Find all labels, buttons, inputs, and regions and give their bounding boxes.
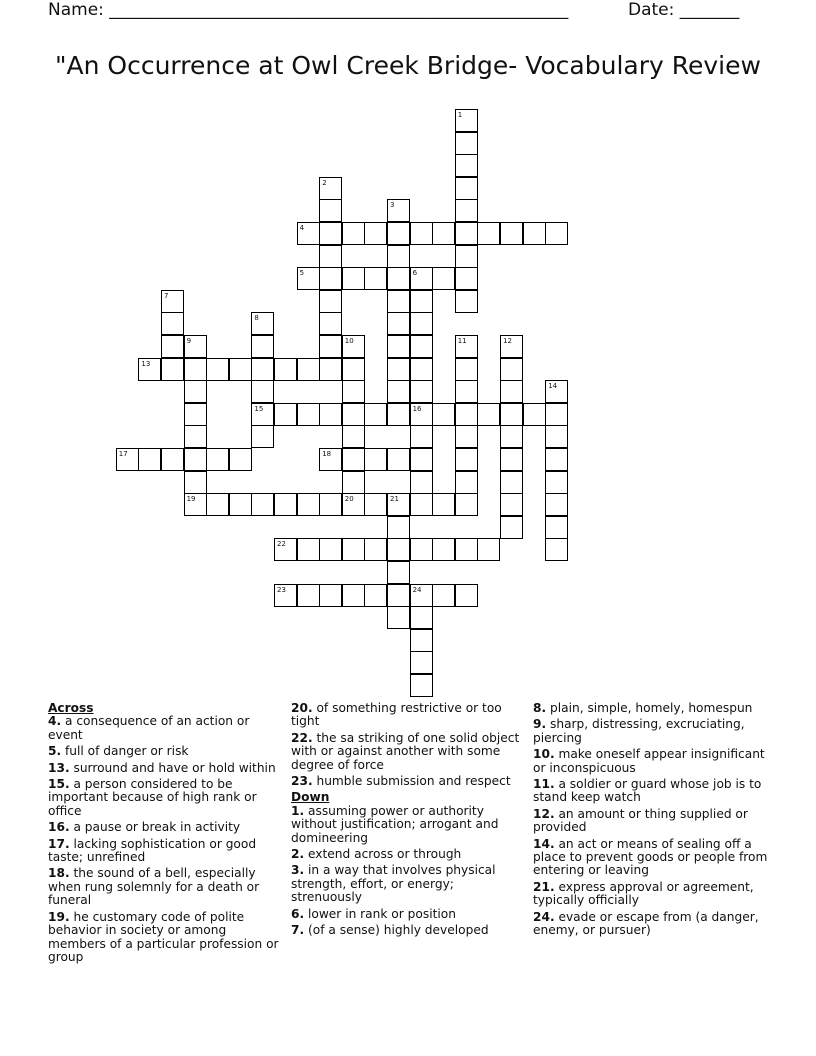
- crossword-cell[interactable]: [410, 312, 433, 335]
- clue-item: [533, 808, 769, 835]
- crossword-cell[interactable]: [545, 493, 568, 516]
- crossword-cell[interactable]: [455, 584, 478, 607]
- clue-item-number: 21.: [533, 879, 555, 894]
- clue-item-number: 5.: [48, 744, 62, 759]
- crossword-cell[interactable]: [161, 290, 184, 313]
- crossword-cell[interactable]: [455, 425, 478, 448]
- crossword-cell[interactable]: [184, 335, 207, 358]
- crossword-cell[interactable]: [387, 199, 410, 222]
- clue-number: 9: [186, 337, 192, 345]
- crossword-cell[interactable]: [500, 425, 523, 448]
- crossword-cell[interactable]: [319, 177, 342, 200]
- crossword-cell[interactable]: [387, 516, 410, 539]
- crossword-cell[interactable]: [342, 471, 365, 494]
- crossword-cell[interactable]: [410, 651, 433, 674]
- clue-item: [291, 732, 523, 772]
- crossword-cell[interactable]: [500, 448, 523, 471]
- crossword-cell[interactable]: [455, 109, 478, 132]
- crossword-cell[interactable]: [251, 380, 274, 403]
- crossword-cell[interactable]: [387, 290, 410, 313]
- clue-item-text: evade or escape from (a danger, enemy, or pursuer): [533, 909, 759, 938]
- clue-item: [533, 702, 769, 715]
- clue-item-text: assuming power or authority without justification; arrogant and domineering: [291, 803, 499, 845]
- clue-item: [291, 848, 523, 861]
- crossword-cell[interactable]: [342, 425, 365, 448]
- clue-item: [48, 745, 284, 758]
- crossword-cell[interactable]: [297, 403, 320, 426]
- crossword-cell[interactable]: [410, 471, 433, 494]
- crossword-cell[interactable]: [364, 267, 387, 290]
- crossword-cell[interactable]: [455, 335, 478, 358]
- crossword-cell[interactable]: [410, 629, 433, 652]
- crossword-cell[interactable]: [477, 538, 500, 561]
- name-field-label: Name: ______________________________________________________: [48, 0, 569, 20]
- clue-item-number: 24.: [533, 909, 555, 924]
- clue-item: [291, 775, 523, 788]
- clue-number: 3: [390, 201, 395, 210]
- clue-item-text: plain, simple, homely, homespun: [546, 701, 753, 715]
- crossword-cell[interactable]: [319, 335, 342, 358]
- crossword-cell[interactable]: [455, 471, 478, 494]
- down-clue-list-continued: [533, 702, 769, 938]
- crossword-cell[interactable]: [342, 584, 365, 607]
- clue-item-text: he customary code of polite behavior in society or among members of a particular profession or group: [48, 909, 279, 964]
- clue-item-number: 7.: [291, 923, 305, 938]
- down-heading: Down: [291, 790, 330, 805]
- clue-number: 20: [344, 495, 354, 504]
- crossword-cell[interactable]: [297, 267, 320, 290]
- across-clue-list-continued: [291, 702, 523, 788]
- crossword-cell[interactable]: [297, 538, 320, 561]
- clue-item-text: a person considered to be important because of high rank or office: [48, 777, 257, 818]
- clue-item: [291, 864, 523, 904]
- clue-item-text: the sa striking of one solid object with or against another with some degree of force: [291, 730, 520, 772]
- crossword-cell[interactable]: [161, 312, 184, 335]
- clue-number: 11: [457, 337, 467, 345]
- down-clue-list: [291, 805, 523, 938]
- crossword-cell[interactable]: [387, 538, 410, 561]
- crossword-cell[interactable]: [500, 335, 523, 358]
- crossword-cell[interactable]: [319, 267, 342, 290]
- crossword-cell[interactable]: [319, 312, 342, 335]
- clue-number: 4: [299, 224, 305, 232]
- clue-number: 24: [412, 585, 422, 594]
- crossword-cell[interactable]: [364, 403, 387, 426]
- clue-item-text: of something restrictive or too tight: [291, 701, 502, 729]
- crossword-cell[interactable]: [251, 335, 274, 358]
- crossword-cell[interactable]: [500, 493, 523, 516]
- clue-item: [533, 718, 769, 745]
- crossword-cell[interactable]: [500, 471, 523, 494]
- crossword-cell[interactable]: [319, 222, 342, 245]
- clue-item-text: full of danger or risk: [61, 744, 189, 759]
- crossword-cell[interactable]: [500, 516, 523, 539]
- crossword-cell[interactable]: [500, 380, 523, 403]
- clue-item-text: extend across or through: [304, 847, 462, 862]
- crossword-cell[interactable]: [410, 674, 433, 697]
- crossword-cell[interactable]: [545, 471, 568, 494]
- clue-item-text: the sound of a bell, especially when rung solemnly for a death or funeral: [48, 866, 260, 908]
- crossword-cell[interactable]: [342, 538, 365, 561]
- crossword-cell[interactable]: [138, 448, 161, 471]
- clue-item-text: surround and have or hold within: [69, 760, 276, 775]
- crossword-cell[interactable]: [455, 290, 478, 313]
- clue-item-text: express approval or agreement, typically officially: [533, 879, 754, 908]
- clue-item-text: an amount or thing supplied or provided: [533, 806, 748, 835]
- crossword-cell[interactable]: [319, 403, 342, 426]
- crossword-cell[interactable]: [274, 403, 297, 426]
- crossword-cell[interactable]: [432, 538, 455, 561]
- clue-item: [533, 911, 769, 938]
- crossword-cell[interactable]: [455, 267, 478, 290]
- clue-number: 5: [299, 269, 305, 278]
- clue-item-number: 10.: [533, 747, 555, 762]
- clue-item-number: 1.: [291, 803, 305, 818]
- clue-item-text: make oneself appear insignificant or inconspicuous: [533, 747, 765, 775]
- crossword-cell[interactable]: [342, 493, 365, 516]
- clue-item-number: 18.: [48, 866, 70, 881]
- clue-number: 10: [344, 337, 354, 345]
- crossword-cell[interactable]: [387, 335, 410, 358]
- crossword-cell[interactable]: [319, 493, 342, 516]
- crossword-cell[interactable]: [410, 538, 433, 561]
- crossword-cell[interactable]: [364, 222, 387, 245]
- clue-item: [533, 778, 769, 805]
- crossword-cell[interactable]: [523, 403, 546, 426]
- clue-item-number: 19.: [48, 909, 70, 924]
- crossword-cell[interactable]: [455, 358, 478, 381]
- clue-item-number: 2.: [291, 847, 305, 862]
- clue-item-number: 15.: [48, 777, 70, 792]
- clue-number: 6: [412, 269, 418, 278]
- crossword-cell[interactable]: [342, 448, 365, 471]
- clue-item-number: 16.: [48, 820, 70, 835]
- clue-item-number: 17.: [48, 836, 70, 851]
- crossword-cell[interactable]: [274, 538, 297, 561]
- crossword-cell[interactable]: [319, 290, 342, 313]
- clue-item: [291, 702, 523, 729]
- crossword-cell[interactable]: [432, 222, 455, 245]
- clue-item: [48, 762, 284, 775]
- crossword-cell[interactable]: [455, 493, 478, 516]
- clue-number: 15: [254, 404, 264, 413]
- clue-item-number: 12.: [533, 806, 555, 821]
- clue-item-number: 6.: [291, 906, 305, 921]
- clue-number: 23: [277, 585, 286, 594]
- crossword-cell[interactable]: [387, 403, 410, 426]
- crossword-cell[interactable]: [319, 199, 342, 222]
- crossword-cell[interactable]: [184, 380, 207, 403]
- crossword-cell[interactable]: [184, 403, 207, 426]
- clue-item: [533, 881, 769, 908]
- crossword-cell[interactable]: [387, 448, 410, 471]
- crossword-cell[interactable]: [455, 245, 478, 268]
- clue-number: 16: [412, 404, 422, 413]
- crossword-cell[interactable]: [387, 493, 410, 516]
- clue-item-number: 14.: [533, 836, 555, 851]
- crossword-cell[interactable]: [387, 380, 410, 403]
- across-clue-list: [48, 715, 284, 964]
- clue-item-text: an act or means of sealing off a place to prevent goods or people from entering or leaving: [533, 836, 768, 878]
- crossword-cell[interactable]: [161, 335, 184, 358]
- crossword-cell[interactable]: [387, 245, 410, 268]
- clue-number: 1: [457, 111, 463, 119]
- clue-item-number: 20.: [291, 701, 313, 715]
- crossword-cell[interactable]: [410, 584, 433, 607]
- crossword-cell[interactable]: [184, 425, 207, 448]
- clue-item-number: 4.: [48, 714, 62, 729]
- crossword-cell[interactable]: [251, 358, 274, 381]
- clue-number: 8: [254, 314, 259, 323]
- crossword-cell[interactable]: [387, 606, 410, 629]
- across-heading: Across: [48, 701, 94, 715]
- clue-item-text: lacking sophistication or good taste; unrefined: [48, 836, 257, 865]
- crossword-cell[interactable]: [455, 222, 478, 245]
- crossword-cell[interactable]: [410, 267, 433, 290]
- date-field-label: Date: _______: [628, 0, 740, 20]
- clue-item-number: 23.: [291, 774, 313, 789]
- crossword-cell[interactable]: [387, 584, 410, 607]
- clues-column-1: [48, 702, 284, 967]
- crossword-cell[interactable]: [364, 584, 387, 607]
- crossword-cell[interactable]: [319, 584, 342, 607]
- crossword-cell[interactable]: [477, 403, 500, 426]
- crossword-cell[interactable]: [387, 222, 410, 245]
- crossword-cell[interactable]: [319, 448, 342, 471]
- crossword-cell[interactable]: [500, 358, 523, 381]
- crossword-cell[interactable]: [184, 358, 207, 381]
- crossword-cell[interactable]: [342, 403, 365, 426]
- crossword-cell[interactable]: [500, 403, 523, 426]
- clues-column-2: [291, 702, 523, 941]
- crossword-cell[interactable]: [251, 312, 274, 335]
- clue-item: [48, 778, 284, 818]
- crossword-cell[interactable]: [184, 471, 207, 494]
- clue-item-text: sharp, distressing, excruciating, piercing: [533, 717, 745, 745]
- clue-item: [48, 715, 284, 742]
- clue-number: 18: [322, 450, 332, 458]
- crossword-cell[interactable]: [410, 403, 433, 426]
- crossword-cell[interactable]: [545, 403, 568, 426]
- clue-item-number: 9.: [533, 717, 547, 732]
- page-title: "An Occurrence at Owl Creek Bridge- Vocabulary Review: [55, 51, 761, 80]
- crossword-cell[interactable]: [206, 493, 229, 516]
- crossword-cell[interactable]: [545, 380, 568, 403]
- clue-number: 14: [548, 382, 558, 391]
- crossword-cell[interactable]: [274, 358, 297, 381]
- crossword-cell[interactable]: [387, 358, 410, 381]
- crossword-cell[interactable]: [342, 380, 365, 403]
- crossword-cell[interactable]: [455, 177, 478, 200]
- clue-item-text: lower in rank or position: [304, 906, 456, 921]
- crossword-cell[interactable]: [251, 493, 274, 516]
- clue-item: [48, 867, 284, 907]
- crossword-cell[interactable]: [364, 538, 387, 561]
- crossword-cell[interactable]: [545, 538, 568, 561]
- crossword-cell[interactable]: [545, 448, 568, 471]
- clue-item: [291, 805, 523, 845]
- crossword-cell[interactable]: [410, 493, 433, 516]
- crossword-cell[interactable]: [410, 222, 433, 245]
- crossword-cell[interactable]: [410, 358, 433, 381]
- clue-item-text: humble submission and respect: [312, 774, 511, 789]
- crossword-cell[interactable]: [432, 267, 455, 290]
- clue-item-number: 3.: [291, 863, 305, 878]
- crossword-cell[interactable]: [297, 358, 320, 381]
- crossword-cell[interactable]: [342, 267, 365, 290]
- crossword-cell[interactable]: [342, 358, 365, 381]
- crossword-cell[interactable]: [116, 448, 139, 471]
- crossword-cell[interactable]: [274, 584, 297, 607]
- crossword-cell[interactable]: [342, 335, 365, 358]
- crossword-cell[interactable]: [251, 403, 274, 426]
- clue-number: 22: [277, 540, 286, 549]
- clue-item-text: a soldier or guard whose job is to stand keep watch: [533, 777, 762, 805]
- crossword-cell[interactable]: [229, 448, 252, 471]
- crossword-cell[interactable]: [364, 448, 387, 471]
- crossword-cell[interactable]: [545, 222, 568, 245]
- crossword-cell[interactable]: [161, 448, 184, 471]
- crossword-cell[interactable]: [206, 358, 229, 381]
- clue-number: 17: [118, 450, 128, 458]
- clue-item: [48, 838, 284, 865]
- crossword-cell[interactable]: [161, 358, 184, 381]
- clue-item-number: 8.: [533, 701, 547, 715]
- crossword-cell[interactable]: [138, 358, 161, 381]
- crossword-cell[interactable]: [432, 403, 455, 426]
- crossword-cell[interactable]: [297, 584, 320, 607]
- clue-item-number: 11.: [533, 777, 555, 792]
- clue-item-number: 22.: [291, 730, 313, 745]
- crossword-cell[interactable]: [545, 516, 568, 539]
- crossword-cell[interactable]: [477, 222, 500, 245]
- crossword-cell[interactable]: [432, 493, 455, 516]
- crossword-cell[interactable]: [432, 584, 455, 607]
- crossword-cell[interactable]: [523, 222, 546, 245]
- clue-item-text: a consequence of an action or event: [48, 714, 250, 742]
- clues-column-3: [533, 702, 769, 941]
- crossword-cell[interactable]: [455, 132, 478, 155]
- crossword-cell[interactable]: [545, 425, 568, 448]
- clue-item-text: in a way that involves physical strength, effort, or energy; strenuously: [291, 863, 496, 905]
- crossword-cell[interactable]: [410, 335, 433, 358]
- crossword-cell[interactable]: [455, 154, 478, 177]
- crossword-cell[interactable]: [455, 199, 478, 222]
- crossword-cell[interactable]: [229, 493, 252, 516]
- crossword-cell[interactable]: [319, 358, 342, 381]
- crossword-cell[interactable]: [387, 312, 410, 335]
- crossword-cell[interactable]: [500, 222, 523, 245]
- clue-item-text: a pause or break in activity: [69, 820, 241, 835]
- crossword-cell[interactable]: [410, 290, 433, 313]
- crossword-cell[interactable]: [319, 538, 342, 561]
- clue-item: [48, 911, 284, 965]
- crossword-cell[interactable]: [206, 448, 229, 471]
- crossword-cell[interactable]: [455, 448, 478, 471]
- clue-item: [291, 908, 523, 921]
- crossword-cell[interactable]: [387, 561, 410, 584]
- crossword-cell[interactable]: [297, 222, 320, 245]
- crossword-cell[interactable]: [455, 380, 478, 403]
- crossword-cell[interactable]: [319, 245, 342, 268]
- crossword-cell[interactable]: [364, 493, 387, 516]
- crossword-cell[interactable]: [184, 493, 207, 516]
- crossword-cell[interactable]: [342, 222, 365, 245]
- crossword-cell[interactable]: [229, 358, 252, 381]
- crossword-cell[interactable]: [251, 425, 274, 448]
- clue-number: 7: [164, 291, 169, 300]
- crossword-cell[interactable]: [410, 606, 433, 629]
- crossword-cell[interactable]: [410, 380, 433, 403]
- clue-number: 21: [390, 495, 399, 504]
- clue-item: [48, 821, 284, 834]
- crossword-cell[interactable]: [410, 448, 433, 471]
- crossword-cell[interactable]: [455, 403, 478, 426]
- clue-item-number: 13.: [48, 760, 70, 775]
- crossword-cell[interactable]: [410, 425, 433, 448]
- crossword-cell[interactable]: [274, 493, 297, 516]
- clue-number: 13: [141, 359, 151, 368]
- clue-item-text: (of a sense) highly developed: [304, 923, 489, 938]
- clue-number: 12: [503, 337, 512, 345]
- crossword-cell[interactable]: [297, 493, 320, 516]
- clue-item: [291, 924, 523, 937]
- clue-number: 19: [186, 495, 196, 504]
- crossword-cell[interactable]: [184, 448, 207, 471]
- crossword-cell[interactable]: [455, 538, 478, 561]
- clue-number: 2: [322, 178, 327, 187]
- clue-item: [533, 748, 769, 775]
- crossword-cell[interactable]: [387, 267, 410, 290]
- clue-item: [533, 838, 769, 878]
